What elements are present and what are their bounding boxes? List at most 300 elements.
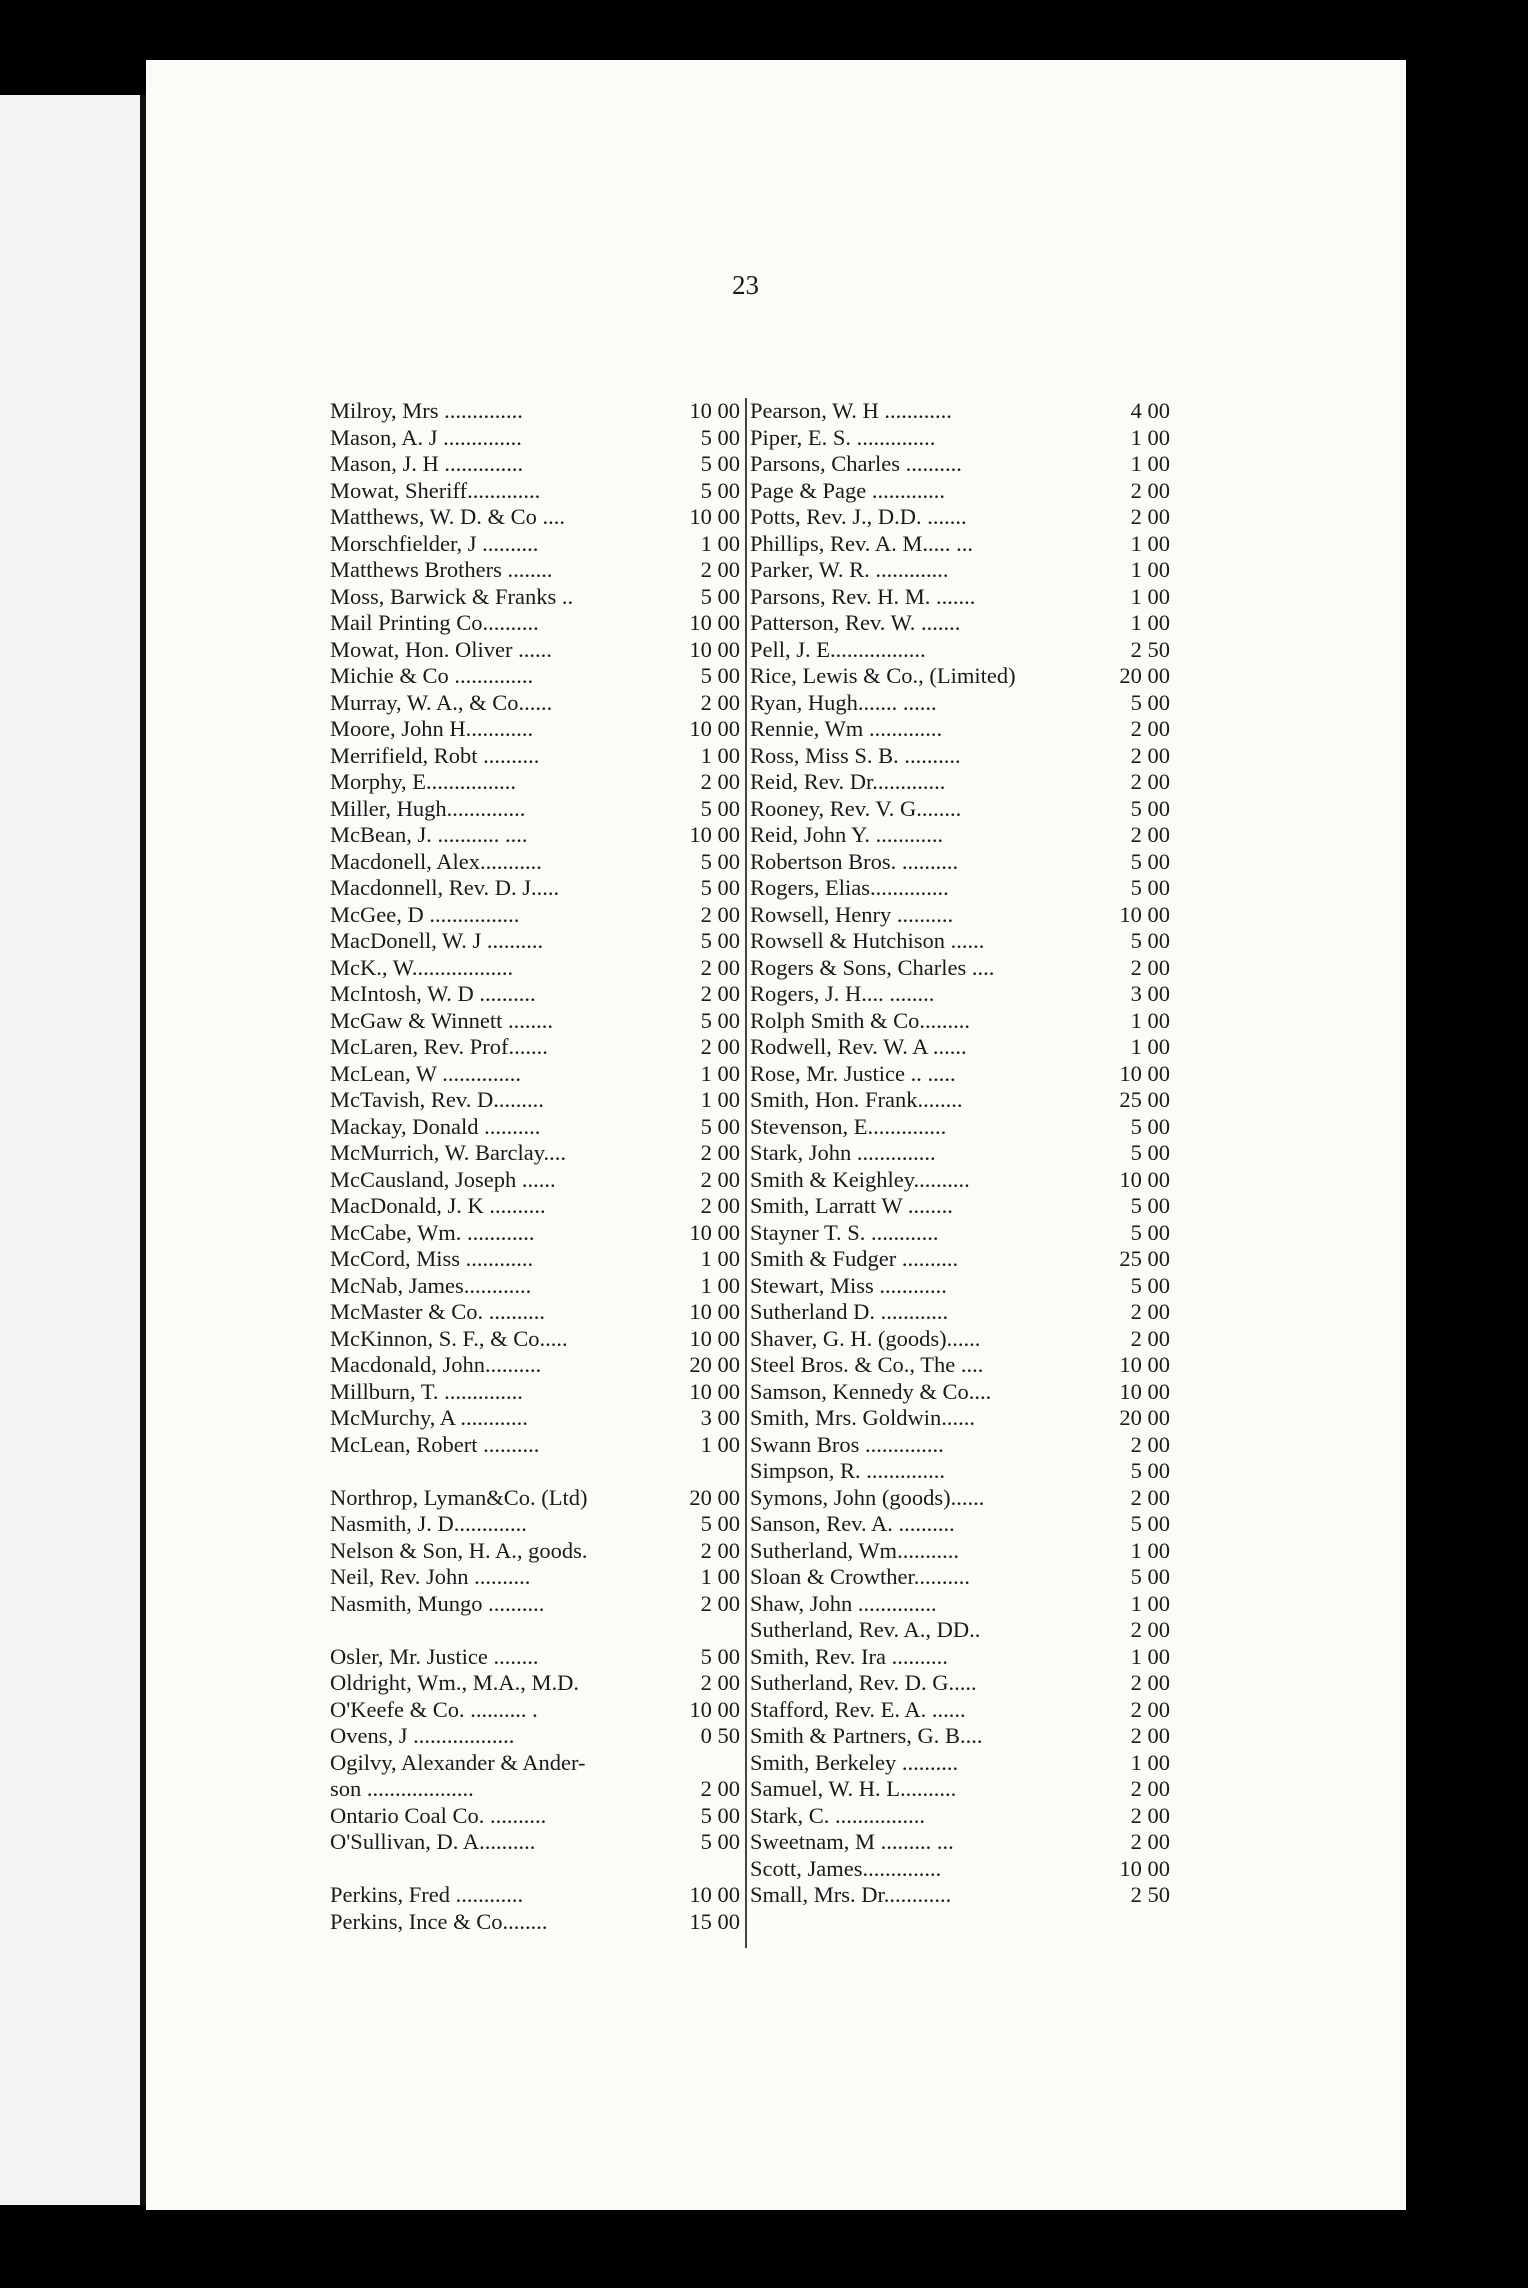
subscriber-entry (750, 1352, 1170, 1379)
subscription-amount: 2 00 (1130, 1431, 1170, 1457)
subscription-amount: 10 00 (1119, 1855, 1170, 1881)
subscription-amount: 10 00 (689, 1219, 740, 1245)
subscriber-entry (750, 1114, 1170, 1141)
subscription-amount: 5 00 (1130, 1511, 1170, 1536)
subscription-amount: 2 00 (700, 954, 740, 980)
subscriber-entry (330, 743, 740, 770)
subscriber-name: Rennie, Wm ............. (750, 716, 943, 741)
subscriber-name: Simpson, R. .............. (750, 1458, 946, 1483)
subscriber-name: Mackay, Donald .......... (330, 1113, 541, 1139)
subscriber-name: Stayner T. S. ............ (750, 1219, 939, 1245)
subscriber-name: Morphy, E................ (330, 769, 517, 794)
subscription-amount: 2 00 (700, 1140, 740, 1165)
subscription-amount: 5 00 (1130, 848, 1170, 874)
subscriber-name: Smith, Berkeley .......... (750, 1749, 959, 1775)
subscriber-name: Sutherland D. ............ (750, 1299, 949, 1324)
subscriber-name: McK., W.................. (330, 954, 514, 980)
subscription-amount: 5 00 (1130, 1113, 1170, 1139)
subscription-amount: 10 00 (1119, 1378, 1170, 1404)
subscriber-name: McTavish, Rev. D......... (330, 1087, 544, 1112)
subscriber-entry (330, 928, 740, 955)
subscriber-name: Steel Bros. & Co., The .... (750, 1352, 984, 1377)
subscriber-name: Rogers, J. H.... ........ (750, 981, 935, 1006)
subscriber-entry (750, 1750, 1170, 1777)
subscription-amount: 2 50 (1130, 1882, 1170, 1907)
subscriber-entry (330, 1167, 740, 1194)
subscriber-name: Reid, John Y. ............ (750, 822, 944, 847)
subscription-amount: 2 00 (700, 769, 740, 794)
subscription-amount: 1 00 (1130, 557, 1170, 582)
subscriber-entry (750, 1564, 1170, 1591)
subscriber-name: McNab, James............ (330, 1272, 532, 1298)
subscriber-name: Rolph Smith & Co......... (750, 1007, 971, 1033)
subscriber-name: Moss, Barwick & Franks .. (330, 583, 574, 609)
subscription-amount: 2 00 (1130, 1325, 1170, 1351)
subscriber-entry (330, 1034, 740, 1061)
subscriber-name: Shaw, John .............. (750, 1590, 937, 1616)
subscription-amount: 10 00 (1119, 1060, 1170, 1086)
subscriber-name: Ontario Coal Co. .......... (330, 1802, 547, 1828)
subscriber-entry (330, 1432, 740, 1459)
subscriber-name: Shaver, G. H. (goods)...... (750, 1325, 981, 1351)
subscriber-name: Stark, C. ................ (750, 1802, 926, 1828)
subscriber-entry (330, 1829, 740, 1856)
subscriber-entry (330, 849, 740, 876)
subscription-amount: 1 00 (1130, 451, 1170, 476)
subscriber-name: Mason, J. H .............. (330, 451, 524, 476)
subscription-amount: 1 00 (700, 742, 740, 768)
subscription-amount: 2 00 (1130, 769, 1170, 794)
subscriber-entry (750, 981, 1170, 1008)
subscriber-entry (750, 1882, 1170, 1909)
subscriber-entry (750, 1591, 1170, 1618)
subscription-amount: 10 00 (689, 610, 740, 635)
subscription-amount: 1 00 (700, 1272, 740, 1298)
subscriber-name: Perkins, Fred ............ (330, 1882, 524, 1907)
subscriber-name: Potts, Rev. J., D.D. ....... (750, 504, 967, 529)
subscriber-entry (750, 1803, 1170, 1830)
subscriber-entry (330, 1644, 740, 1671)
subscriber-entry (750, 1485, 1170, 1512)
subscriber-name: Parker, W. R. ............. (750, 557, 949, 582)
subscriber-entry (330, 1670, 740, 1697)
subscription-amount: 20 00 (689, 1352, 740, 1377)
subscriber-entry (330, 1750, 740, 1777)
subscriber-name: McLean, W .............. (330, 1060, 522, 1086)
subscriber-name: Rogers & Sons, Charles .... (750, 954, 995, 980)
subscription-amount: 25 00 (1119, 1087, 1170, 1112)
subscription-amount: 5 00 (700, 875, 740, 900)
subscription-amount: 10 00 (689, 822, 740, 847)
subscription-amount: 1 00 (1130, 1643, 1170, 1669)
subscriber-name: Neil, Rev. John .......... (330, 1564, 531, 1589)
subscription-amount: 2 00 (1130, 477, 1170, 503)
subscriber-name: Osler, Mr. Justice ........ (330, 1643, 539, 1669)
subscriber-entry (330, 822, 740, 849)
subscriber-entry (750, 1511, 1170, 1538)
subscriber-name: Smith, Rev. Ira .......... (750, 1643, 948, 1669)
subscriber-entry (750, 1193, 1170, 1220)
subscription-amount: 2 00 (700, 1776, 740, 1801)
subscriber-name: O'Sullivan, D. A.......... (330, 1829, 536, 1854)
subscription-amount: 20 00 (1119, 1405, 1170, 1430)
subscription-amount: 10 00 (689, 1378, 740, 1404)
subscriber-name: Rooney, Rev. V. G........ (750, 795, 962, 821)
subscription-amount: 10 00 (1119, 1166, 1170, 1192)
subscription-amount: 1 00 (1130, 1537, 1170, 1563)
subscription-amount: 1 00 (1130, 583, 1170, 609)
subscription-amount: 5 00 (700, 1511, 740, 1536)
page-number: 23 (732, 270, 759, 300)
subscription-amount: 1 00 (700, 1087, 740, 1112)
subscription-amount: 20 00 (1119, 663, 1170, 688)
subscriber-name: Stark, John .............. (750, 1140, 936, 1165)
subscriber-entry (330, 663, 740, 690)
subscription-amount: 1 00 (1130, 424, 1170, 450)
subscriber-entry (750, 769, 1170, 796)
subscription-amount: 4 00 (1130, 398, 1170, 423)
subscriber-name: Stafford, Rev. E. A. ...... (750, 1696, 966, 1722)
subscriber-name: Sutherland, Rev. D. G..... (750, 1670, 977, 1695)
subscription-amount: 2 00 (700, 981, 740, 1006)
subscriber-name: Parsons, Rev. H. M. ....... (750, 583, 976, 609)
subscriber-name: Northrop, Lyman&Co. (Ltd) (330, 1484, 588, 1510)
subscriber-name: Miller, Hugh.............. (330, 795, 526, 821)
subscriber-entry (750, 1405, 1170, 1432)
subscriber-entry (750, 663, 1170, 690)
subscriber-name: Nasmith, J. D............. (330, 1511, 527, 1536)
subscriber-entry (750, 478, 1170, 505)
subscriber-name: Mowat, Sheriff............. (330, 477, 541, 503)
subscriber-entry (750, 1617, 1170, 1644)
subscription-amount: 5 00 (700, 583, 740, 609)
subscriber-entry (750, 557, 1170, 584)
subscriber-entry (750, 875, 1170, 902)
subscriber-name: McMurchy, A ............ (330, 1405, 528, 1430)
subscriber-name: Sanson, Rev. A. .......... (750, 1511, 955, 1536)
subscription-amount: 2 00 (700, 1193, 740, 1218)
subscriber-entry (330, 1061, 740, 1088)
subscriber-entry (330, 610, 740, 637)
subscriber-name: Pell, J. E................. (750, 636, 926, 662)
subscription-amount: 5 00 (1130, 1219, 1170, 1245)
subscriber-name: MacDonell, W. J .......... (330, 928, 544, 953)
subscription-amount: 5 00 (1130, 795, 1170, 821)
subscription-amount: 5 00 (700, 1007, 740, 1033)
subscriber-entry (750, 1061, 1170, 1088)
subscriber-name: McCabe, Wm. ............ (330, 1219, 535, 1245)
subscriber-entry (750, 1220, 1170, 1247)
subscription-amount: 2 00 (1130, 822, 1170, 847)
subscriber-name: O'Keefe & Co. .......... . (330, 1696, 538, 1722)
subscriber-name: Symons, John (goods)...... (750, 1484, 985, 1510)
subscriber-entry (750, 398, 1170, 425)
subscription-amount: 5 00 (1130, 1272, 1170, 1298)
subscriber-entry (330, 1909, 740, 1936)
subscriber-name: Macdonnell, Rev. D. J..... (330, 875, 560, 900)
subscriber-entry (330, 1352, 740, 1379)
subscriber-name: Moore, John H............ (330, 716, 534, 741)
subscription-amount: 5 00 (1130, 689, 1170, 715)
subscriber-entry (330, 1246, 740, 1273)
subscription-amount: 2 00 (700, 557, 740, 582)
subscription-amount: 2 00 (1130, 742, 1170, 768)
subscription-amount: 2 50 (1130, 636, 1170, 662)
subscriber-name: Swann Bros .............. (750, 1431, 944, 1457)
subscriber-entry (330, 1326, 740, 1353)
subscriber-name: Stewart, Miss ............ (750, 1272, 947, 1298)
subscriber-entry (330, 1697, 740, 1724)
left-column (330, 398, 740, 1935)
subscriber-entry (750, 504, 1170, 531)
subscription-amount: 10 00 (689, 1882, 740, 1907)
subscriber-name: Reid, Rev. Dr............. (750, 769, 946, 794)
subscriber-entry (750, 1140, 1170, 1167)
subscriber-name: Rodwell, Rev. W. A ...... (750, 1034, 967, 1059)
subscription-amount: 10 00 (1119, 901, 1170, 927)
subscription-amount: 5 00 (700, 928, 740, 953)
subscriber-name: Patterson, Rev. W. ....... (750, 610, 961, 635)
subscriber-entry (330, 1511, 740, 1538)
subscriber-name: Rose, Mr. Justice .. ..... (750, 1060, 956, 1086)
subscriber-name: Ogilvy, Alexander & Ander- (330, 1749, 586, 1775)
subscription-amount: 20 00 (689, 1484, 740, 1510)
subscription-amount: 10 00 (689, 1325, 740, 1351)
subscription-amount: 5 00 (1130, 875, 1170, 900)
subscriber-name: Pearson, W. H ............ (750, 398, 952, 423)
subscriber-entry (750, 1670, 1170, 1697)
subscriber-entry (330, 451, 740, 478)
subscriber-name: MacDonald, J. K .......... (330, 1193, 546, 1218)
subscriber-entry (330, 1803, 740, 1830)
subscription-amount: 5 00 (1130, 1564, 1170, 1589)
subscriber-entry (330, 1379, 740, 1406)
column-divider (745, 398, 747, 1948)
subscriber-entry (750, 1458, 1170, 1485)
subscriber-entry (330, 478, 740, 505)
subscriber-name: Sweetnam, M ......... ... (750, 1829, 954, 1854)
subscription-amount: 2 00 (1130, 1617, 1170, 1642)
subscriber-name: Smith, Mrs. Goldwin...... (750, 1405, 976, 1430)
subscriber-entry (330, 1273, 740, 1300)
subscription-amount: 2 00 (1130, 1776, 1170, 1801)
subscriber-entry (750, 716, 1170, 743)
subscriber-entry (750, 1087, 1170, 1114)
subscription-amount: 2 00 (700, 1537, 740, 1563)
subscriber-entry (750, 690, 1170, 717)
subscriber-entry (330, 398, 740, 425)
subscriber-entry (330, 1220, 740, 1247)
subscriber-name: Sutherland, Rev. A., DD.. (750, 1617, 981, 1642)
subscription-amount: 10 00 (689, 716, 740, 741)
subscriber-entry (750, 1379, 1170, 1406)
subscriber-name: Smith, Larratt W ........ (750, 1193, 953, 1218)
right-column (750, 398, 1170, 1909)
subscriber-name: Small, Mrs. Dr............ (750, 1882, 952, 1907)
subscription-amount: 10 00 (1119, 1352, 1170, 1377)
subscriber-name: Oldright, Wm., M.A., M.D. (330, 1670, 579, 1695)
subscription-amount: 2 00 (1130, 1299, 1170, 1324)
subscription-amount: 2 00 (700, 1590, 740, 1616)
subscriber-name: Piper, E. S. .............. (750, 424, 936, 450)
subscriber-entry (750, 1273, 1170, 1300)
subscriber-name: Scott, James.............. (750, 1855, 942, 1881)
subscription-amount: 1 00 (1130, 530, 1170, 556)
subscriber-name: Mail Printing Co.......... (330, 610, 539, 635)
subscription-amount: 5 00 (1130, 1193, 1170, 1218)
subscriber-entry (330, 1485, 740, 1512)
subscription-amount: 5 00 (700, 848, 740, 874)
subscription-amount: 10 00 (689, 504, 740, 529)
subscription-amount: 5 00 (700, 1829, 740, 1854)
subscription-amount: 10 00 (689, 636, 740, 662)
subscriber-name: Ross, Miss S. B. .......... (750, 742, 961, 768)
subscriber-name: McLaren, Rev. Prof....... (330, 1034, 548, 1059)
subscriber-name: McKinnon, S. F., & Co..... (330, 1325, 568, 1351)
subscription-amount: 10 00 (689, 1299, 740, 1324)
subscriber-entry (750, 1008, 1170, 1035)
subscriber-entry (330, 1299, 740, 1326)
subscription-amount: 0 50 (700, 1723, 740, 1748)
subscriber-name: Samuel, W. H. L.......... (750, 1776, 957, 1801)
subscriber-name: McMaster & Co. .......... (330, 1299, 545, 1324)
subscriber-entry (750, 1829, 1170, 1856)
subscription-amount: 3 00 (1130, 981, 1170, 1006)
subscriber-entry (750, 425, 1170, 452)
subscriber-name: Smith & Keighley.......... (750, 1166, 970, 1192)
subscriber-name: Smith, Hon. Frank........ (750, 1087, 963, 1112)
subscription-amount: 2 00 (1130, 954, 1170, 980)
subscriber-name: Smith & Partners, G. B.... (750, 1723, 983, 1748)
subscriber-entry (330, 1776, 740, 1803)
subscriber-entry (330, 1564, 740, 1591)
subscriber-name: Mason, A. J .............. (330, 424, 522, 450)
subscriber-entry (330, 1591, 740, 1618)
subscriber-entry (330, 637, 740, 664)
subscription-amount: 5 00 (700, 795, 740, 821)
subscriber-entry (750, 1644, 1170, 1671)
subscriber-entry (750, 1538, 1170, 1565)
subscriber-entry (750, 955, 1170, 982)
subscriber-name: Murray, W. A., & Co...... (330, 689, 553, 715)
subscription-amount: 2 00 (700, 1166, 740, 1192)
subscription-amount: 1 00 (700, 530, 740, 556)
subscriber-entry (750, 1856, 1170, 1883)
subscription-amount: 2 00 (1130, 716, 1170, 741)
subscription-amount: 1 00 (1130, 610, 1170, 635)
subscriber-name: Smith & Fudger .......... (750, 1246, 959, 1271)
subscription-amount: 5 00 (700, 1643, 740, 1669)
subscriber-entry (750, 637, 1170, 664)
subscriber-entry (750, 1299, 1170, 1326)
subscriber-name: Samson, Kennedy & Co.... (750, 1378, 992, 1404)
subscriber-name: Phillips, Rev. A. M..... ... (750, 530, 973, 556)
subscriber-entry (330, 1458, 740, 1485)
subscriber-entry (750, 1723, 1170, 1750)
subscriber-entry (750, 531, 1170, 558)
subscriber-entry (750, 1167, 1170, 1194)
subscriber-name: Michie & Co .............. (330, 663, 534, 688)
subscriber-name: Nelson & Son, H. A., goods. (330, 1537, 588, 1563)
subscriber-name: McCord, Miss ............ (330, 1246, 534, 1271)
subscription-amount: 1 00 (700, 1564, 740, 1589)
subscriber-entry (750, 1432, 1170, 1459)
subscription-amount: 5 00 (1130, 1140, 1170, 1165)
subscription-amount: 2 00 (700, 689, 740, 715)
subscriber-name: Ovens, J .................. (330, 1723, 515, 1748)
subscription-amount: 1 00 (1130, 1590, 1170, 1616)
subscriber-entry (330, 1193, 740, 1220)
subscription-amount: 3 00 (700, 1405, 740, 1430)
subscriber-entry (330, 902, 740, 929)
subscription-amount: 2 00 (700, 901, 740, 927)
subscriber-name: Ryan, Hugh....... ...... (750, 689, 937, 715)
subscriber-entry (330, 690, 740, 717)
subscription-amount: 5 00 (1130, 1458, 1170, 1483)
subscriber-entry (750, 1697, 1170, 1724)
subscriber-name: Morschfielder, J .......... (330, 530, 539, 556)
subscriber-name: McMurrich, W. Barclay.... (330, 1140, 566, 1165)
facing-page-edge (0, 95, 146, 2205)
subscriber-name: Parsons, Charles .......... (750, 451, 962, 476)
subscriber-name: McIntosh, W. D .......... (330, 981, 536, 1006)
subscriber-name: Merrifield, Robt .......... (330, 742, 540, 768)
subscriber-entry (750, 928, 1170, 955)
subscriber-entry (750, 902, 1170, 929)
subscription-amount: 5 00 (1130, 928, 1170, 953)
subscription-amount: 1 00 (700, 1431, 740, 1457)
subscription-amount: 2 00 (1130, 1723, 1170, 1748)
subscriber-name: Rice, Lewis & Co., (Limited) (750, 663, 1016, 688)
subscriber-entry (750, 796, 1170, 823)
subscriber-entry (750, 1034, 1170, 1061)
subscriber-entry (330, 716, 740, 743)
subscription-amount: 10 00 (689, 1696, 740, 1722)
subscriber-entry (330, 796, 740, 823)
subscriber-entry (330, 1140, 740, 1167)
subscription-amount: 5 00 (700, 1113, 740, 1139)
subscription-amount: 2 00 (1130, 1829, 1170, 1854)
subscription-amount: 2 00 (1130, 1670, 1170, 1695)
subscriber-name: Sloan & Crowther.......... (750, 1564, 970, 1589)
subscriber-entry (330, 557, 740, 584)
subscriber-name: son ................... (330, 1776, 474, 1801)
subscriber-name: Matthews Brothers ........ (330, 557, 553, 582)
subscriber-entry (330, 1856, 740, 1883)
subscriber-entry (330, 955, 740, 982)
subscriber-entry (750, 1246, 1170, 1273)
subscriber-name: McGee, D ................ (330, 901, 520, 927)
subscription-amount: 5 00 (700, 451, 740, 476)
subscriber-entry (330, 1617, 740, 1644)
subscriber-entry (750, 1326, 1170, 1353)
subscription-amount: 5 00 (700, 1802, 740, 1828)
subscriber-entry (330, 981, 740, 1008)
subscription-amount: 2 00 (1130, 1696, 1170, 1722)
subscriber-entry (330, 1882, 740, 1909)
subscription-amount: 15 00 (689, 1908, 740, 1934)
subscriber-name: McGaw & Winnett ........ (330, 1007, 554, 1033)
subscriber-entry (330, 1114, 740, 1141)
subscriber-entry (750, 451, 1170, 478)
subscriber-name: Robertson Bros. .......... (750, 848, 959, 874)
subscription-amount: 1 00 (1130, 1749, 1170, 1775)
subscription-amount: 2 00 (700, 1034, 740, 1059)
subscriber-entry (750, 822, 1170, 849)
subscriber-entry (330, 425, 740, 452)
subscriber-entry (330, 504, 740, 531)
subscriber-entry (330, 531, 740, 558)
